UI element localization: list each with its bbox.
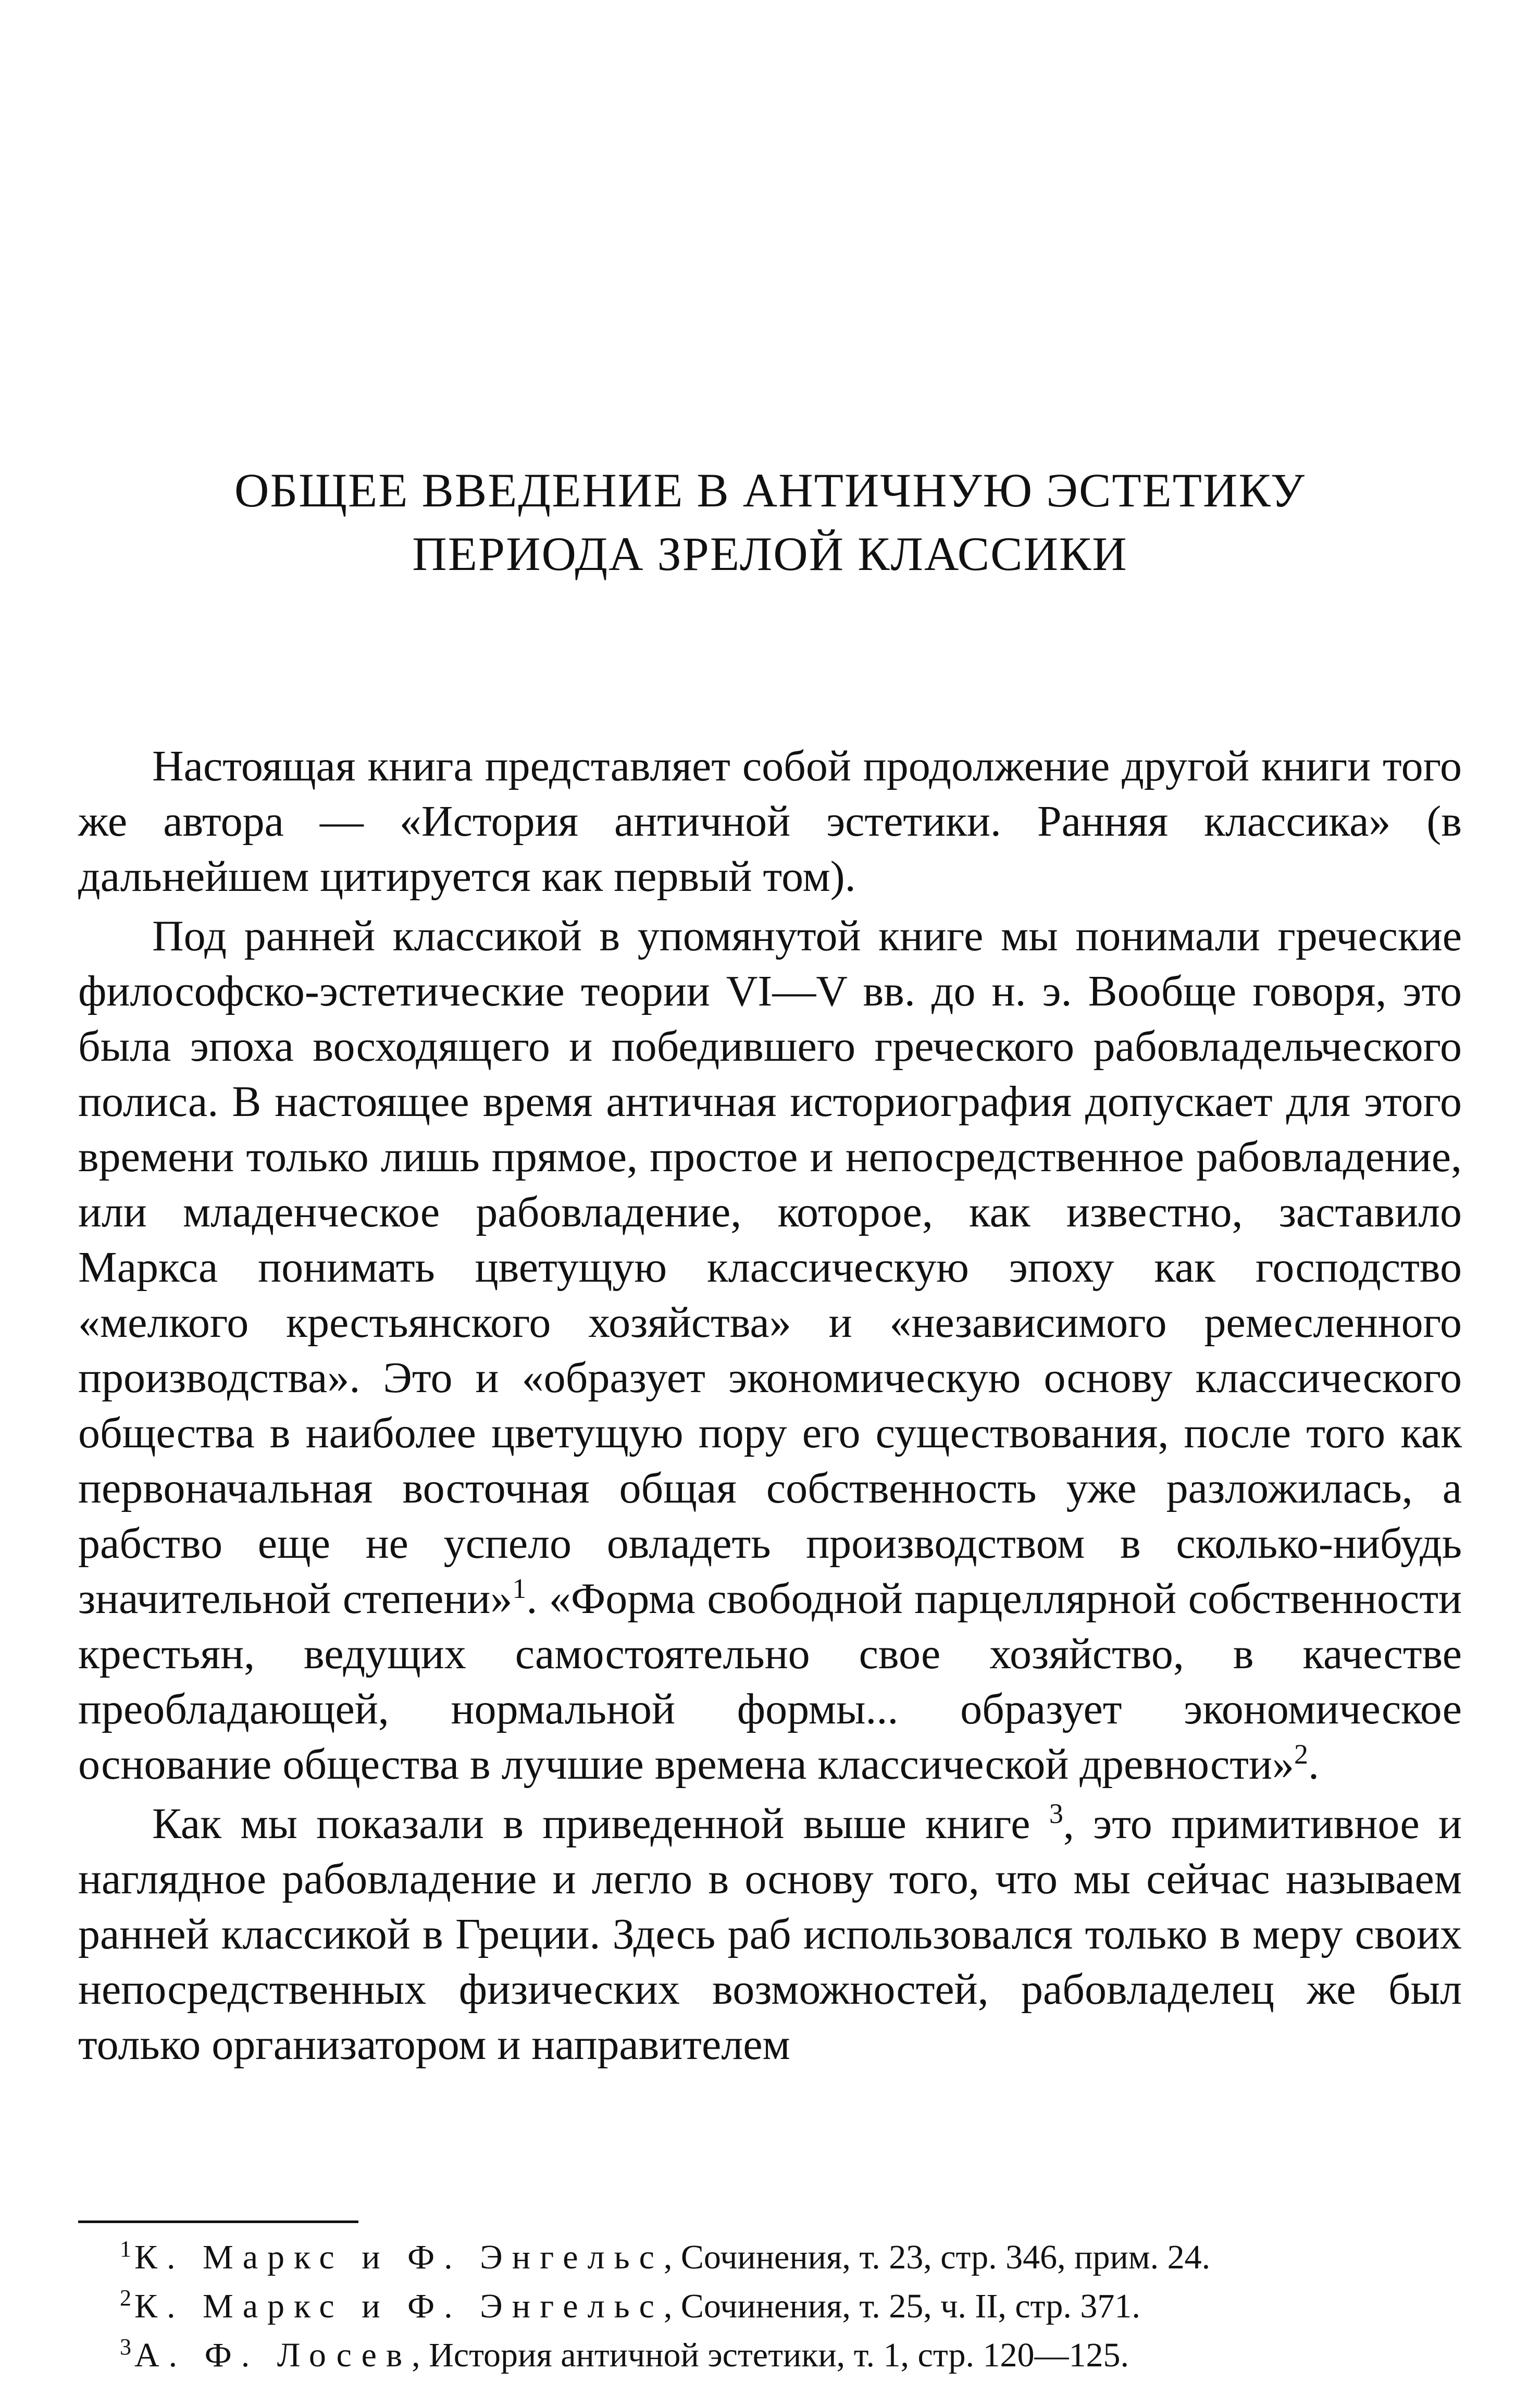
body-text [78, 739, 1462, 2073]
footnote-ref-2: 2 [1294, 1739, 1308, 1770]
chapter-title [0, 458, 1540, 586]
footnotes [120, 2233, 1422, 2380]
paragraph-2-part-c: . [1308, 1740, 1319, 1789]
footnote-1 [120, 2233, 1422, 2282]
footnote-number: 1 [120, 2236, 131, 2262]
footnote-divider [78, 2220, 358, 2223]
chapter-title-line-2: ПЕРИОДА ЗРЕЛОЙ КЛАССИКИ [412, 527, 1128, 580]
footnote-author: А. Ф. Лосев [134, 2336, 412, 2374]
footnote-2 [120, 2282, 1422, 2331]
paragraph-3-part-a: Как мы показали в приведенной выше книге [152, 1800, 1030, 1848]
paragraph-1: Настоящая книга представляет собой продолжение другой книги того же автора — «История античной эстетики. Ранняя классика» (в дальнейшем цитируется как первый том). [78, 742, 1462, 901]
paragraph-2-part-a: Под ранней классикой в упомянутой книге мы понимали греческие философско-эстетические теории VI—V вв. до н. э. Вообще говоря, это была эпоха восходящего и победившего греческого рабовладельческого полиса. В настоящее время античная историография допускает для этого времени только лишь прямое, простое и непосредственное рабовладение, или младенческое рабовладение, которое, как известно, заставило Маркса понимать цветущую классическую эпоху как господство «мелкого крестьянского хозяйства» и «независимого ремесленного производства». Это и «образует экономическую основу классического общества в наиболее цветущую пору его существования, после того как первоначальная восточная общая собственность уже разложилась, а рабство еще не успело овладеть производством в сколько-нибудь значительной степени» [78, 912, 1462, 1623]
paragraph-2-part-b: . «Форма свободной парцеллярной собственности крестьян, ведущих самостоятельно свое хозяйство, в качестве преобладающей, нормальной формы... образует экономическое основание общества в лучшие времена классической древности» [78, 1574, 1462, 1789]
footnote-citation: , Сочинения, т. 25, ч. II, стр. 371. [663, 2287, 1140, 2325]
footnote-citation: , Сочинения, т. 23, стр. 346, прим. 24. [663, 2238, 1211, 2276]
footnote-author: К. Маркс и Ф. Энгельс [134, 2238, 664, 2276]
paragraph-3-part-b: , это примитивное и наглядное рабовладение и легло в основу того, что мы сейчас называем ранней классикой в Греции. Здесь раб использовался только в меру своих непосредственных физических возможностей, рабовладелец же был только организатором и направителем [78, 1800, 1462, 2069]
footnote-number: 2 [120, 2285, 131, 2311]
footnote-ref-3: 3 [1049, 1798, 1063, 1829]
footnote-3 [120, 2331, 1422, 2380]
footnote-number: 3 [120, 2334, 131, 2360]
paragraph-2 [78, 909, 1462, 1792]
footnote-author: К. Маркс и Ф. Энгельс [134, 2287, 664, 2325]
footnote-citation: , История античной эстетики, т. 1, стр. 120—125. [412, 2336, 1129, 2374]
paragraph-3 [78, 1796, 1462, 2073]
chapter-title-line-1: ОБЩЕЕ ВВЕДЕНИЕ В АНТИЧНУЮ ЭСТЕТИКУ [234, 464, 1306, 517]
footnote-ref-1: 1 [512, 1573, 527, 1604]
